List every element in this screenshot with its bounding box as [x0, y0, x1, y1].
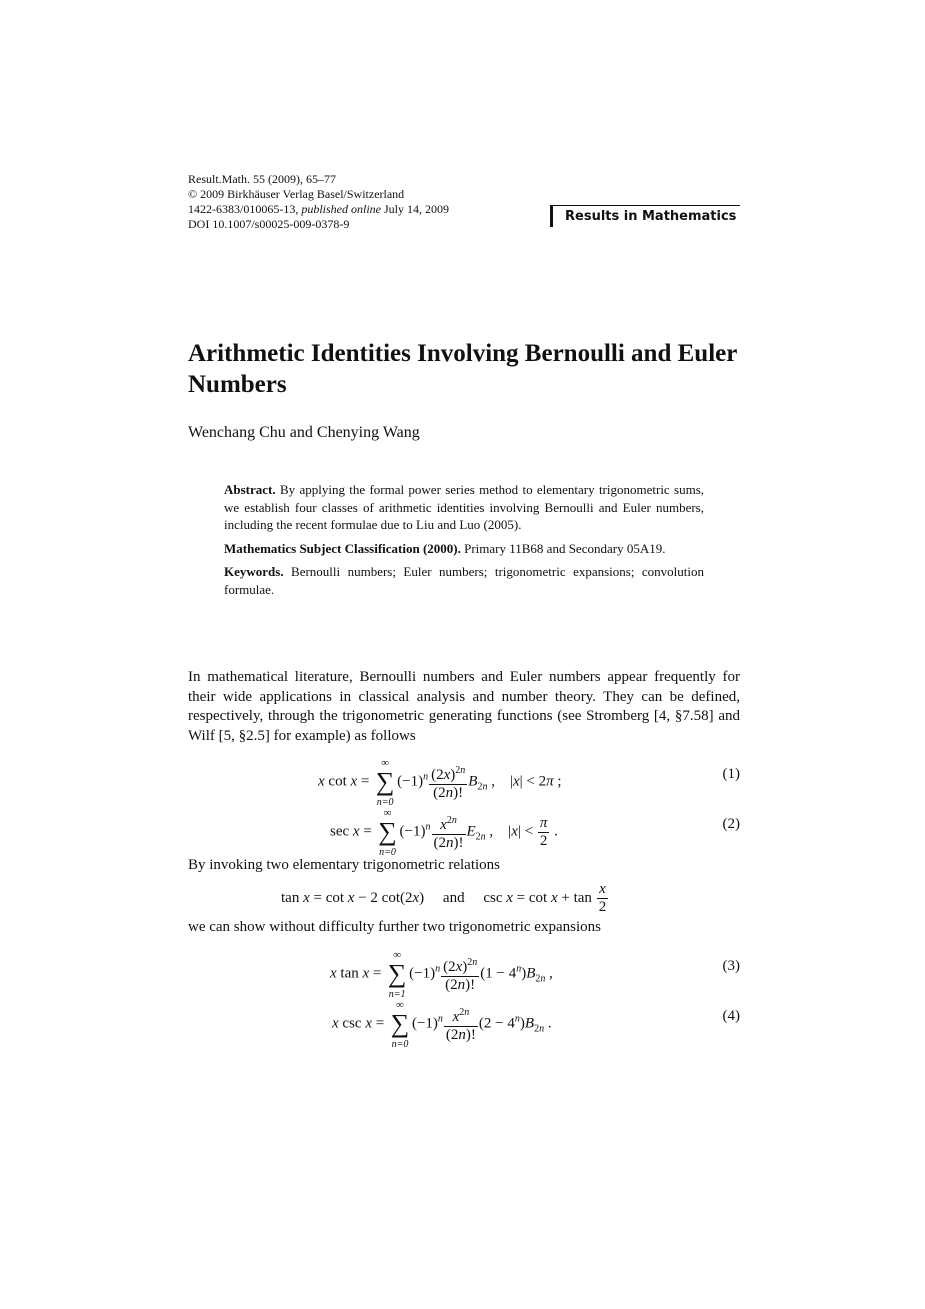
further-paragraph: we can show without difficulty further two trigonometric expansions — [188, 919, 601, 935]
issn-date: July 14, 2009 — [381, 202, 450, 216]
sum-symbol: ∞ ∑ n=0 — [375, 757, 395, 808]
trig-relations — [188, 878, 740, 918]
abstract-text: By applying the formal power series method to elementary trigonometric sums, we establish four classes of arithmetic identities involving Bernoulli and Euler numbers, including the recent formulae due to Liu and Luo (2005). — [224, 482, 704, 532]
authors: Wenchang Chu and Chenying Wang — [188, 424, 420, 441]
keywords-text: Bernoulli numbers; Euler numbers; trigonometric expansions; convolution formulae. — [224, 564, 704, 597]
equation-4 — [188, 998, 740, 1050]
msc-text: Primary 11B68 and Secondary 05A19. — [460, 540, 666, 556]
invoking-paragraph: By invoking two elementary trigonometric relations — [188, 857, 501, 873]
sum-symbol: ∞ ∑ n=0 — [390, 999, 410, 1050]
trig-relations-body: tan x = cot x − 2 cot(2x) and csc x = cot x + tan $\frac{x}{2}$ — [281, 881, 607, 915]
equation-2-number: (2) — [722, 816, 740, 832]
intro-paragraph: In mathematical literature, Bernoulli numbers and Euler numbers appear frequently for their wide applications in classical analysis and number theory. They can be defined, respectively, through the trigonometric generating functions (see Stromberg [4, §7.58] and Wilf [5, §2.5] for example) as follows — [188, 669, 740, 744]
and-word: and — [442, 889, 465, 906]
equation-1 — [188, 756, 740, 808]
equation-4-number: (4) — [722, 1008, 740, 1024]
equation-2 — [188, 806, 740, 858]
sum-symbol: ∞ ∑ n=0 — [378, 807, 397, 858]
msc-paragraph — [224, 540, 704, 558]
equation-1-body: x cot x = ∞ ∑ n=0 $(-1)^n$ $\frac{(2x)^{2n}}{(2n)!}$ $B_{2n}$ , |x| < 2π ; — [318, 757, 562, 808]
equation-1-number: (1) — [722, 766, 740, 782]
paper-title: Arithmetic Identities Involving Bernoulli and Euler Numbers — [188, 340, 737, 398]
keywords-paragraph — [224, 563, 704, 598]
equation-2-body: sec x = ∞ ∑ n=0 $(-1)^n$ $\frac{x^{2n}}{(2n)!}$ $E_{2n}$ , |x| < $\frac{\pi}{2}$ . — [330, 807, 558, 858]
published-online-label: published online — [301, 202, 381, 216]
copyright-line: © 2009 Birkhäuser Verlag Basel/Switzerland — [188, 187, 405, 201]
journal-name: Results in Mathematics — [565, 209, 737, 224]
equation-3 — [188, 948, 740, 1000]
equation-4-body: x csc x = ∞ ∑ n=0 $(-1)^n$ $\frac{x^{2n}}{(2n)!}$ $(2 - 4^n)B_{2n}$ . — [332, 999, 552, 1050]
issn-line — [188, 202, 449, 217]
abstract-paragraph — [224, 481, 704, 534]
citation-line: Result.Math. 55 (2009), 65–77 — [188, 172, 336, 186]
equation-3-body: x tan x = ∞ ∑ n=1 $(-1)^n$ $\frac{(2x)^{2n}}{(2n)!}$ $(1 - 4^n)B_{2n}$ , — [330, 949, 553, 1000]
doi-line: DOI 10.1007/s00025-009-0378-9 — [188, 217, 350, 231]
keywords-label: Keywords. — [224, 564, 284, 579]
msc-label: Mathematics Subject Classification (2000). — [224, 540, 461, 556]
journal-banner — [550, 205, 740, 227]
abstract-block — [224, 481, 704, 604]
equation-3-number: (3) — [722, 958, 740, 974]
abstract-label: Abstract. — [224, 482, 276, 497]
issn-prefix: 1422-6383/010065-13, — [188, 202, 302, 216]
sum-symbol: ∞ ∑ n=1 — [387, 949, 407, 1000]
